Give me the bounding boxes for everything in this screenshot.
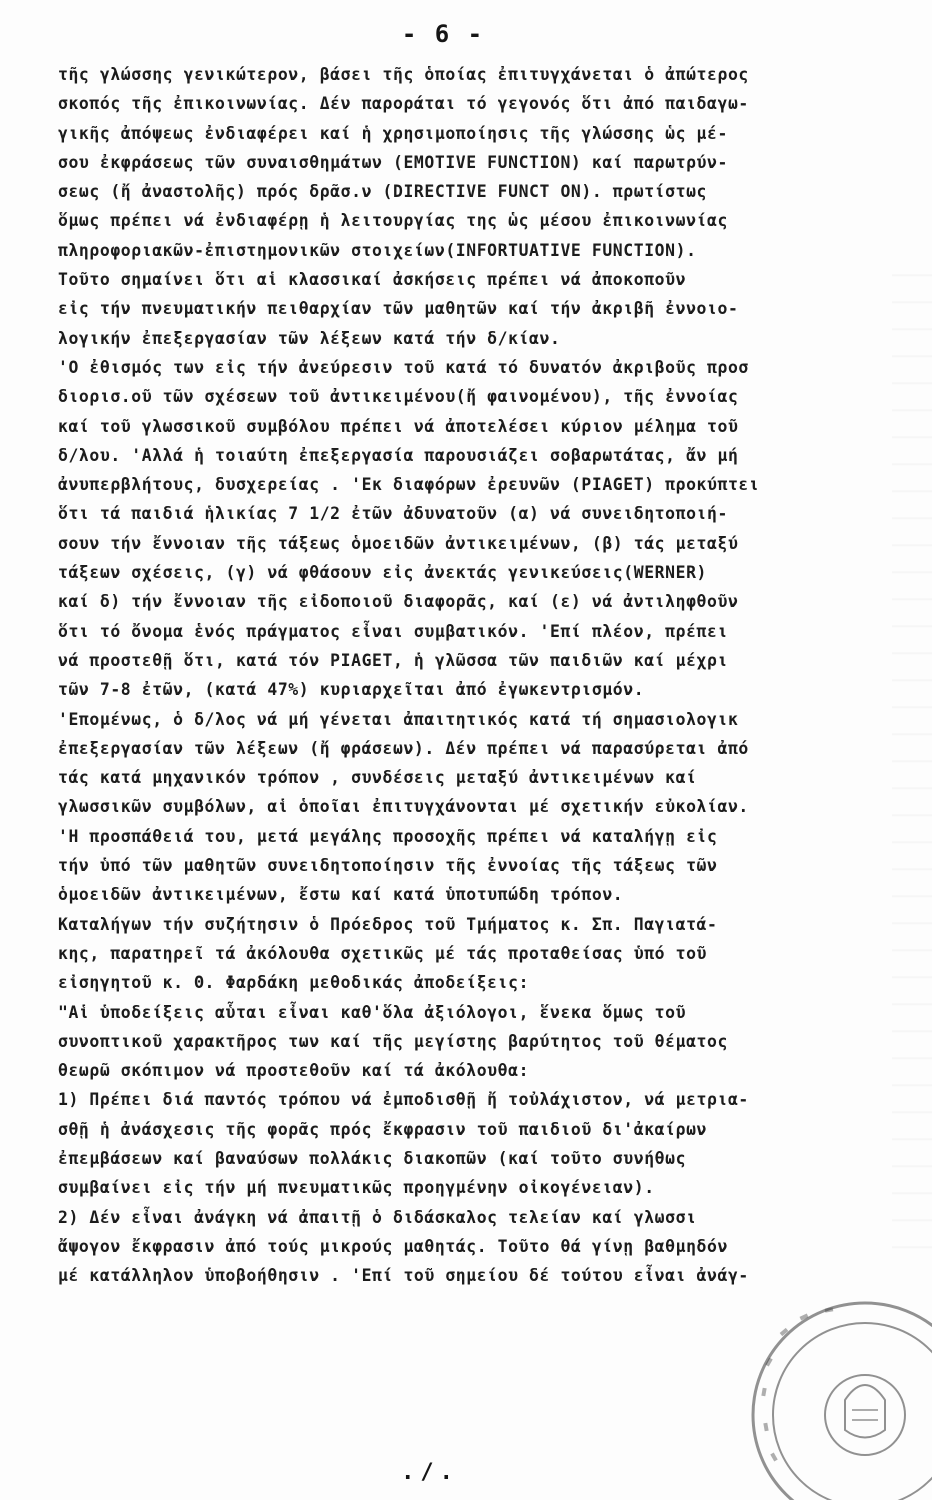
- text-line: σκοπός τῆς ἐπικοινωνίας. Δέν παροράται τό γεγονός ὅτι ἀπό παιδαγω-: [58, 94, 749, 114]
- text-line: μέ κατάλληλον ὑποβοήθησιν . 'Επί τοῦ σημείου δέ τούτου εἶναι ἀνάγ-: [58, 1266, 749, 1286]
- text-line: ὅτι τό ὄνομα ἑνός πράγματος εἶναι συμβατικόν. 'Επί πλέον, πρέπει: [58, 621, 728, 641]
- text-line: ὅμως πρέπει νά ἐνδιαφέρῃ ἡ λειτουργίας της ὡς μέσου ἐπικοινωνίας: [58, 211, 728, 231]
- text-line: 'Επομένως, ὁ δ/λος νά μή γένεται ἀπαιτητικός κατά τή σημασιολογικ: [58, 709, 739, 729]
- text-line: σουν τήν ἔννοιαν τῆς τάξεως ὁμοειδῶν ἀντικειμένων, (β) τάς μεταξύ: [58, 533, 739, 553]
- text-line: καί τοῦ γλωσσικοῦ συμβόλου πρέπει νά ἀποτελέσει κύριον μέλημα τοῦ: [58, 416, 739, 436]
- official-seal-stamp-icon: [740, 1290, 932, 1500]
- text-line: ἐπεμβάσεων καί βαναύσων πολλάκις διακοπῶν (καί τοῦτο συνήθως: [58, 1148, 687, 1168]
- typewritten-body: [58, 60, 928, 1290]
- text-line: συμβαίνει εἰς τήν μή πνευματικῶς προηγμένην οἰκογένειαν).: [58, 1178, 655, 1198]
- text-line: δ/λου. 'Αλλά ἡ τοιαύτη ἐπεξεργασία παρουσιάζει σοβαρωτάτας, ἄν μή: [58, 445, 739, 465]
- text-line: ἄψογον ἔκφρασιν ἀπό τούς μικρούς μαθητάς. Τοῦτο θά γίνῃ βαθμηδόν: [58, 1236, 728, 1256]
- text-line: Τοῦτο σημαίνει ὅτι αἱ κλασσικαί ἀσκήσεις πρέπει νά ἀποκοποῦν: [58, 270, 687, 290]
- text-line: ἀνυπερβλήτους, δυσχερείας . 'Εκ διαφόρων ἐρευνῶν (PIAGET) προκύπτει: [58, 475, 760, 495]
- text-line: πληροφοριακῶν-ἐπιστημονικῶν στοιχείων(INFORTUATIVE FUNCTION).: [58, 240, 697, 260]
- text-line: εἰσηγητοῦ κ. Θ. Φαρδάκη μεθοδικάς ἀποδείξεις:: [58, 973, 530, 993]
- page-number: - 6 -: [401, 20, 485, 48]
- text-line: ὁμοειδῶν ἀντικειμένων, ἔστω καί κατά ὑποτυπώδη τρόπον.: [58, 885, 624, 905]
- text-line: 'Η προσπάθειά του, μετά μεγάλης προσοχῆς πρέπει νά καταλήγῃ εἰς: [58, 826, 718, 846]
- text-line: νά προστεθῇ ὅτι, κατά τόν PIAGET, ἡ γλῶσσα τῶν παιδιῶν καί μέχρι: [58, 650, 728, 670]
- text-line: γικῆς ἀπόψεως ἐνδιαφέρει καί ἡ χρησιμοποίησις τῆς γλώσσης ὡς μέ-: [58, 123, 728, 143]
- text-line: τήν ὑπό τῶν μαθητῶν συνειδητοποίησιν τῆς ἐννοίας τῆς τάξεως τῶν: [58, 856, 718, 876]
- text-line: σου ἐκφράσεως τῶν συναισθημάτων (EMOTIVE FUNCTION) καί παρωτρύν-: [58, 152, 728, 172]
- text-line: Καταλήγων τήν συζήτησιν ὁ Πρόεδρος τοῦ Τμήματος κ. Σπ. Παγιατά-: [58, 914, 718, 934]
- text-line: κης, παρατηρεῖ τά ἀκόλουθα σχετικῶς μέ τάς προταθείσας ὑπό τοῦ: [58, 943, 708, 963]
- page-continuation-mark: ./.: [401, 1460, 459, 1485]
- text-line: σεως (ἤ ἀναστολῆς) πρός δρᾶσ.ν (DIRECTIVE FUNCT ON). πρωτίστως: [58, 182, 708, 202]
- text-line: 1) Πρέπει διά παντός τρόπου νά ἐμποδισθῇ ἤ τοὐλάχιστον, νά μετρια-: [58, 1090, 749, 1110]
- text-line: ὅτι τά παιδιά ἡλικίας 7 1/2 ἐτῶν ἀδυνατοῦν (α) νά συνειδητοποιή-: [58, 504, 728, 524]
- text-line: συνοπτικοῦ χαρακτῆρος των καί τῆς μεγίστης βαρύτητος τοῦ θέματος: [58, 1031, 728, 1051]
- text-line: 2) Δέν εἶναι ἀνάγκη νά ἀπαιτῇ ὁ διδάσκαλος τελείαν καί γλωσσι: [58, 1207, 697, 1227]
- text-line: τάς κατά μηχανικόν τρόπον , συνδέσεις μεταξύ ἀντικειμένων καί: [58, 768, 697, 788]
- text-line: γλωσσικῶν συμβόλων, αἱ ὁποῖαι ἐπιτυγχάνονται μέ σχετικήν εὐκολίαν.: [58, 797, 749, 817]
- text-line: διορισ.οῦ τῶν σχέσεων τοῦ ἀντικειμένου(ἤ φαινομένου), τῆς ἐννοίας: [58, 387, 739, 407]
- text-line: λογικήν ἐπεξεργασίαν τῶν λέξεων κατά τήν δ/κίαν.: [58, 328, 561, 348]
- text-line: εἰς τήν πνευματικήν πειθαρχίαν τῶν μαθητῶν καί τήν ἀκριβῆ ἐννοιο-: [58, 299, 739, 319]
- text-line: 'Ο ἐθισμός των εἰς τήν ἀνεύρεσιν τοῦ κατά τό δυνατόν ἀκριβοῦς προσ: [58, 357, 749, 377]
- text-line: τῶν 7-8 ἐτῶν, (κατά 47%) κυριαρχεῖται ἀπό ἐγωκεντρισμόν.: [58, 680, 645, 700]
- text-line: τῆς γλώσσης γενικώτερον, βάσει τῆς ὁποίας ἐπιτυγχάνεται ὁ ἀπώτερος: [58, 65, 749, 84]
- text-line: καί δ) τήν ἔννοιαν τῆς εἰδοποιοῦ διαφορᾶς, καί (ε) νά ἀντιληφθοῦν: [58, 592, 739, 612]
- text-line: θεωρῶ σκόπιμον νά προστεθοῦν καί τά ἀκόλουθα:: [58, 1061, 530, 1081]
- text-line: τάξεων σχέσεις, (γ) νά φθάσουν εἰς ἀνεκτάς γενικεύσεις(WERNER): [58, 563, 708, 583]
- text-line: "Αἱ ὑποδείξεις αὗται εἶναι καθ'ὅλα ἀξιόλογοι, ἕνεκα ὅμως τοῦ: [58, 1002, 687, 1022]
- text-line: ἐπεξεργασίαν τῶν λέξεων (ἤ φράσεων). Δέν πρέπει νά παρασύρεται ἀπό: [58, 738, 749, 758]
- text-line: σθῇ ἡ ἀνάσχεσις τῆς φορᾶς πρός ἔκφρασιν τοῦ παιδιοῦ δι'ἀκαίρων: [58, 1119, 708, 1139]
